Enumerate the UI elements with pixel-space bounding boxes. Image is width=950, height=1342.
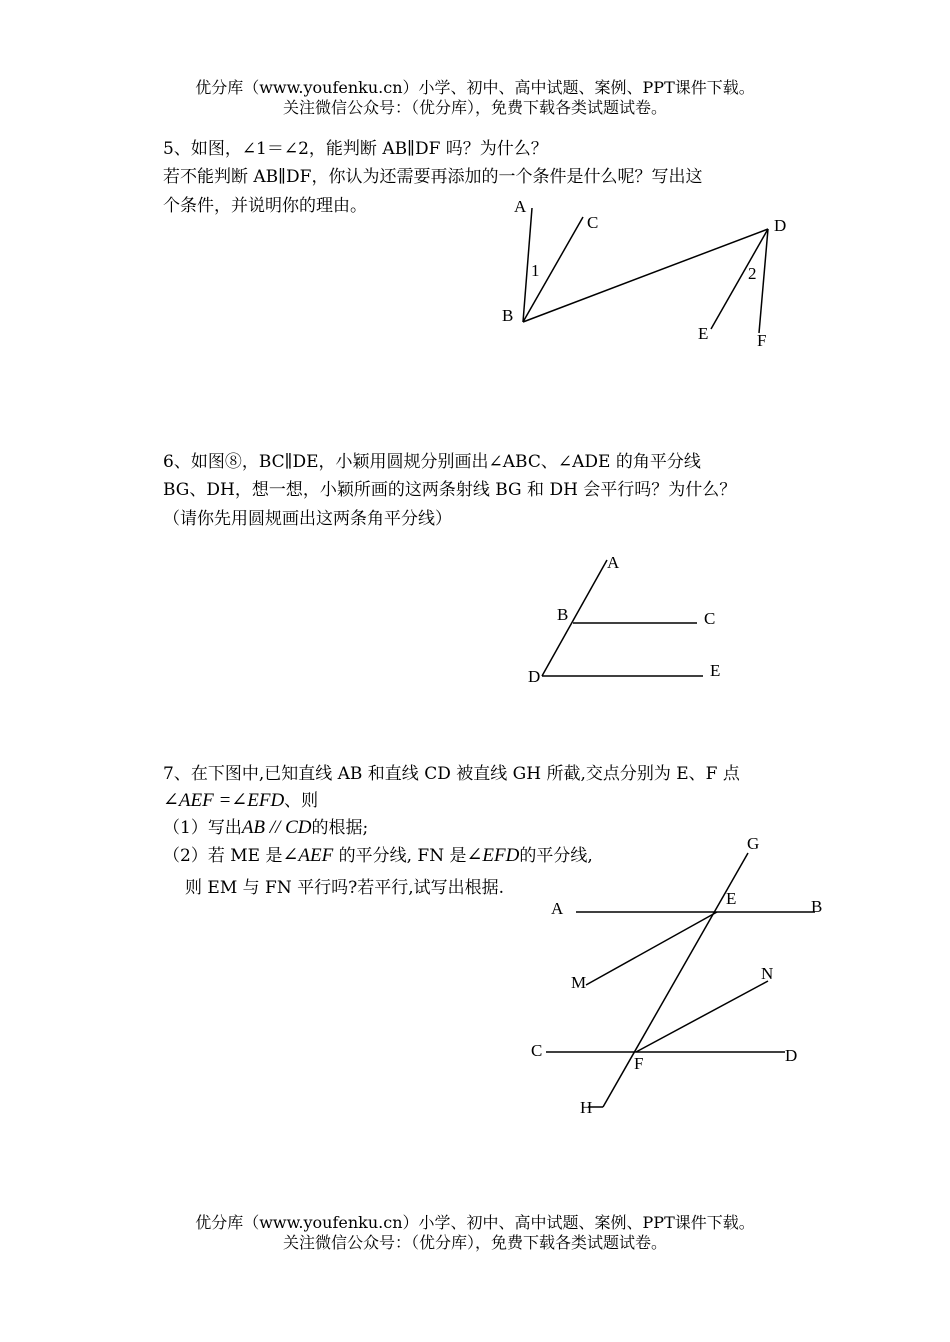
label-q7-G: G xyxy=(747,834,760,853)
line-DF xyxy=(759,229,768,333)
line-DE xyxy=(711,229,768,329)
q7-line-1: 7、在下图中,已知直线 AB 和直线 CD 被直线 GH 所截,交点分别为 E、F 点 xyxy=(163,764,740,784)
header-line-2: 关注微信公众号：（优分库），免费下载各类试题试卷。 xyxy=(282,98,667,117)
figure-q5-lines xyxy=(523,208,768,333)
label-q7-M: M xyxy=(571,973,587,992)
q7-sub-1-post: 的根据; xyxy=(311,818,369,838)
label-q7-B: B xyxy=(811,897,823,916)
q7-sub-1-pre: （1）写出 xyxy=(163,818,242,838)
label-q5-C: C xyxy=(587,213,599,232)
figure-q7-labels xyxy=(531,834,822,1117)
label-q6-D: D xyxy=(528,667,541,686)
label-q7-D: D xyxy=(785,1046,798,1065)
q7-sub-1-math: AB // CD xyxy=(241,817,312,838)
q6-line-1: 6、如图⑧，BC∥DE，小颖用圆规分别画出∠ABC、∠ADE 的角平分线 xyxy=(163,452,701,472)
label-q5-B: B xyxy=(502,306,514,325)
label-q5-E: E xyxy=(698,324,709,343)
q6-line-3: （请你先用圆规画出这两条角平分线） xyxy=(163,509,452,529)
q5-line-3: 个条件，并说明你的理由。 xyxy=(163,196,367,216)
label-q5-D: D xyxy=(774,216,787,235)
label-q5-A: A xyxy=(514,197,527,216)
label-q6-B: B xyxy=(557,605,569,624)
footer-line-2: 关注微信公众号：（优分库），免费下载各类试题试卷。 xyxy=(282,1233,667,1252)
label-q7-H: H xyxy=(580,1098,593,1117)
header-line-1: 优分库（www.youfenku.cn）小学、初中、高中试题、案例、PPT课件下载。 xyxy=(195,78,755,97)
q6-line-2: BG、DH，想一想，小颖所画的这两条射线 BG 和 DH 会平行吗？为什么？ xyxy=(163,480,737,500)
q7-sub-2-post: 的平分线, xyxy=(519,846,593,866)
q5-line-2: 若不能判断 AB∥DF，你认为还需要再添加的一个条件是什么呢？写出这 xyxy=(163,167,703,187)
label-q7-N: N xyxy=(761,964,774,983)
label-q5-angle-1: 1 xyxy=(531,261,540,280)
label-q7-C: C xyxy=(531,1041,543,1060)
q7-sub-2-mid: 的平分线, FN 是 xyxy=(333,846,467,866)
label-q6-E: E xyxy=(710,661,721,680)
q7-sub-2-math-2: ∠EFD xyxy=(466,845,520,866)
figure-q6-labels xyxy=(528,553,720,686)
q7-sub-2-math-1: ∠AEF xyxy=(282,845,334,866)
q7-condition-tail: 、则 xyxy=(284,791,319,811)
footer-line-1: 优分库（www.youfenku.cn）小学、初中、高中试题、案例、PPT课件下载。 xyxy=(195,1213,755,1232)
line-DA xyxy=(542,560,607,676)
label-q7-F: F xyxy=(634,1054,644,1073)
figure-q5-labels xyxy=(502,197,786,350)
line-FN xyxy=(636,981,768,1052)
label-q6-C: C xyxy=(704,609,716,628)
label-q7-E: E xyxy=(726,889,737,908)
q7-sub-2-question: 则 EM 与 FN 平行吗?若平行,试写出根据. xyxy=(185,878,505,898)
label-q5-F: F xyxy=(757,331,767,350)
q7-condition-math: ∠AEF =∠EFD xyxy=(163,790,285,811)
label-q5-angle-2: 2 xyxy=(748,264,757,283)
line-BD xyxy=(523,229,768,322)
figure-q7-lines xyxy=(546,853,815,1107)
q7-sub-2-pre: （2）若 ME 是 xyxy=(163,846,283,866)
label-q6-A: A xyxy=(607,553,620,572)
q5-line-1: 5、如图，∠1＝∠2，能判断 AB∥DF 吗？为什么？ xyxy=(163,139,548,159)
label-q7-A: A xyxy=(551,899,564,918)
line-EM xyxy=(586,912,717,985)
